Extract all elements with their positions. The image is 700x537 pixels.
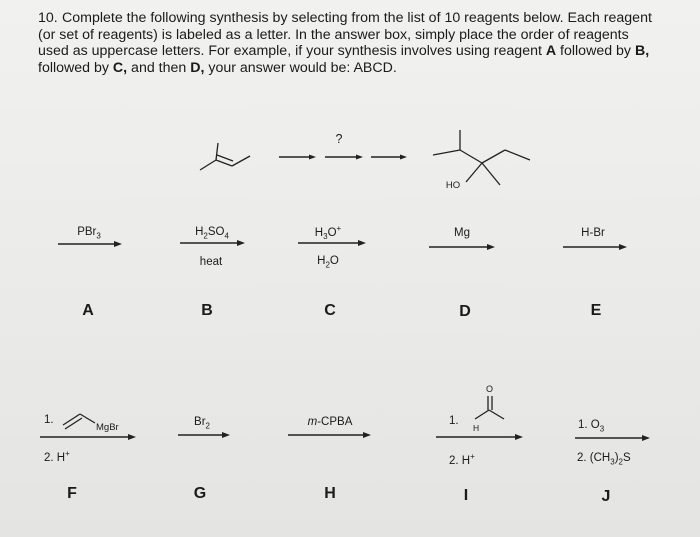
reagent-h-above: m-CPBA <box>307 416 353 428</box>
product-hydroxyl-label: HO <box>445 180 461 191</box>
alkene-double-bond-2 <box>217 155 233 161</box>
reagent-g-letter: G <box>193 485 207 502</box>
reagent-j-step2: 2. $(CH_3)_2S$ <box>577 452 631 467</box>
question-text: 10. Complete the following synthesis by selecting from the list of 10 reagents below. Each reagent (or set of reagents) is labeled as a letter. In the answer box, simply place the order of reagents used as uppercase letters. For example, if your synthesis involves using reagent A followed by B, followed by C, and then D, your answer would be: ABCD. <box>38 10 652 76</box>
alkene-ethyl-bond <box>232 156 250 166</box>
reagent-h-letter: H <box>324 485 336 502</box>
reagent-g-above: $Br_2$ <box>194 416 210 431</box>
unknown-step-arrow <box>279 155 407 160</box>
reagent-b-below: heat <box>199 256 223 268</box>
arrow-h <box>288 432 371 438</box>
reagent-c-letter: C <box>324 302 336 319</box>
reagent-f-grignard-label: MgBr <box>96 422 119 433</box>
question-number: 10. <box>38 10 58 26</box>
alkene-double-bond <box>216 160 232 166</box>
reagent-i-step2: 2. H+ <box>449 452 475 467</box>
acetaldehyde-structure <box>475 396 504 419</box>
reagent-c-above: $H_3O^+$ <box>314 224 342 242</box>
unknown-step-question-mark: ? <box>335 132 343 146</box>
reagent-j-letter: J <box>601 488 611 505</box>
vinyl-grignard-structure <box>63 414 95 429</box>
reagent-b-above: $H_2SO_4$ <box>195 226 229 241</box>
arrow-g <box>178 432 230 438</box>
reagent-d-letter: D <box>459 303 471 320</box>
aldehyde-oxygen-label: O <box>486 384 494 394</box>
arrow-j <box>575 435 650 441</box>
reagent-c-below: $H_2O$ <box>317 255 339 270</box>
product-alcohol <box>433 130 530 185</box>
alkene-methyl-bond-2 <box>200 160 216 170</box>
reagent-e-above: H-Br <box>581 227 605 239</box>
reagent-i-letter: I <box>463 487 469 504</box>
alkene-methyl-bond <box>216 143 218 160</box>
reagent-f-step2: 2. H+ <box>44 449 70 464</box>
starting-alkene <box>200 143 250 170</box>
arrow-a <box>58 241 122 247</box>
reagent-b-letter: B <box>201 302 213 319</box>
arrow-f <box>40 434 136 440</box>
reagent-e-letter: E <box>590 302 602 319</box>
reagent-d-above: Mg <box>454 227 470 239</box>
arrow-e <box>563 244 627 250</box>
reagent-f-letter: F <box>67 485 77 502</box>
arrow-d <box>429 244 495 250</box>
arrow-i <box>436 434 523 440</box>
arrow-b <box>180 240 245 246</box>
reagent-a-above: PBr$_3$ <box>77 226 101 241</box>
aldehyde-hydrogen-label: H <box>473 423 480 433</box>
reagent-j-step1: 1. $O_3$ <box>578 419 605 434</box>
reagent-a-letter: A <box>82 302 94 319</box>
reagent-i-step1-number: 1. <box>449 415 459 427</box>
reagent-f-step1-number: 1. <box>44 414 54 426</box>
